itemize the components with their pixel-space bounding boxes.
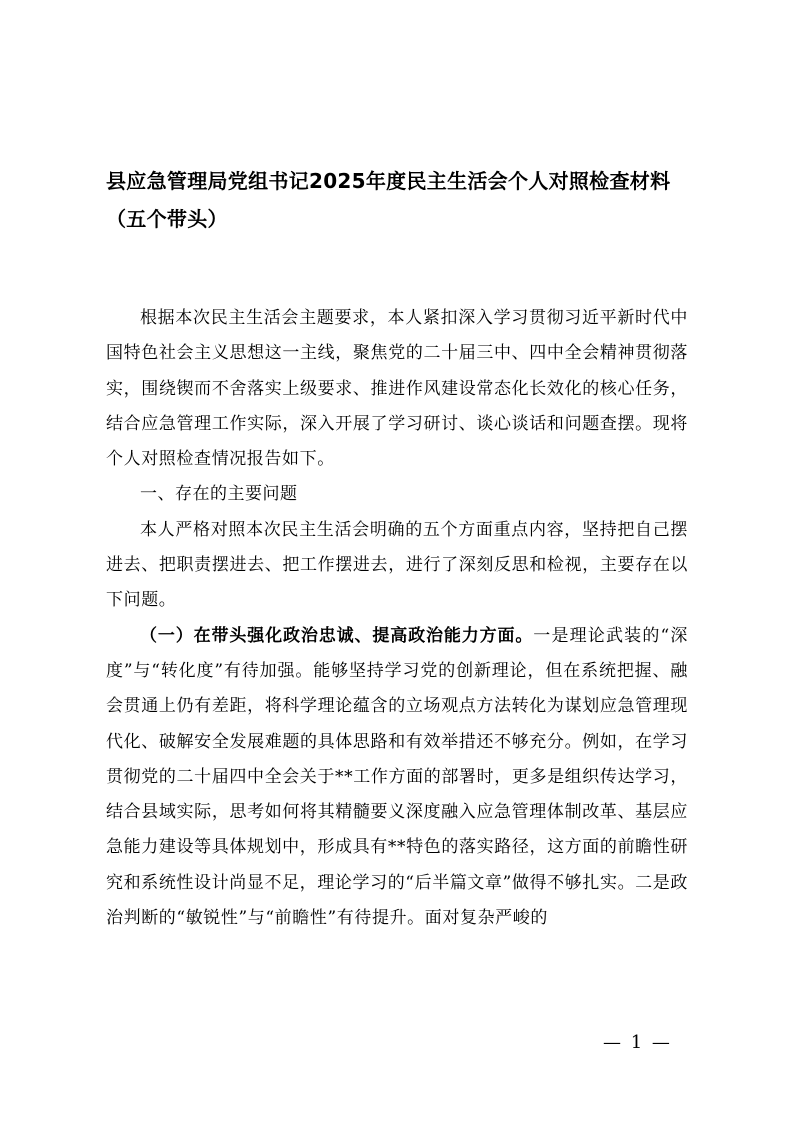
subsection-heading: （一）在带头强化政治忠诚、提高政治能力方面。 (140, 625, 534, 646)
political-loyalty-paragraph (106, 619, 688, 937)
section-heading: 一、存在的主要问题 (140, 484, 298, 505)
subsection-body: 一是理论武装的“深度”与“转化度”有待加强。能够坚持学习党的创新理论，但在系统把握、融会贯通上仍有差距，将科学理论蕴含的立场观点方法转化为谋划应急管理现代化、破解安全发展难题的具体思路和有效举措还不够充分。例如，在学习贯彻党的二十届四中全会关于**工作方面的部署时，更多是组织传达学习，结合县域实际，思考如何将其精髓要义深度融入应急管理体制改革、基层应急能力建设等具体规划中，形成具有**特色的落实路径，这方面的前瞻性研究和系统性设计尚显不足，理论学习的“后半篇文章”做得不够扎实。二是政治判断的“敏锐性”与“前瞻性”有待提升。面对复杂严峻的 (106, 625, 689, 929)
document-body (106, 301, 688, 936)
document-title: 县应急管理局党组书记2025年度民主生活会个人对照检查材料（五个带头） (106, 169, 671, 231)
page-number: — 1 — (603, 1032, 672, 1053)
intro-paragraph: 根据本次民主生活会主题要求，本人紧扣深入学习贯彻习近平新时代中国特色社会主义思想这一主线，聚焦党的二十届三中、四中全会精神贯彻落实，围绕锲而不舍落实上级要求、推进作风建设常态化长效化的核心任务，结合应急管理工作实际，深入开展了学习研讨、谈心谈话和问题查摆。现将个人对照检查情况报告如下。 (106, 308, 688, 470)
problems-intro-paragraph: 本人严格对照本次民主生活会明确的五个方面重点内容，坚持把自己摆进去、把职责摆进去、把工作摆进去，进行了深刻反思和检视，主要存在以下问题。 (106, 519, 688, 611)
